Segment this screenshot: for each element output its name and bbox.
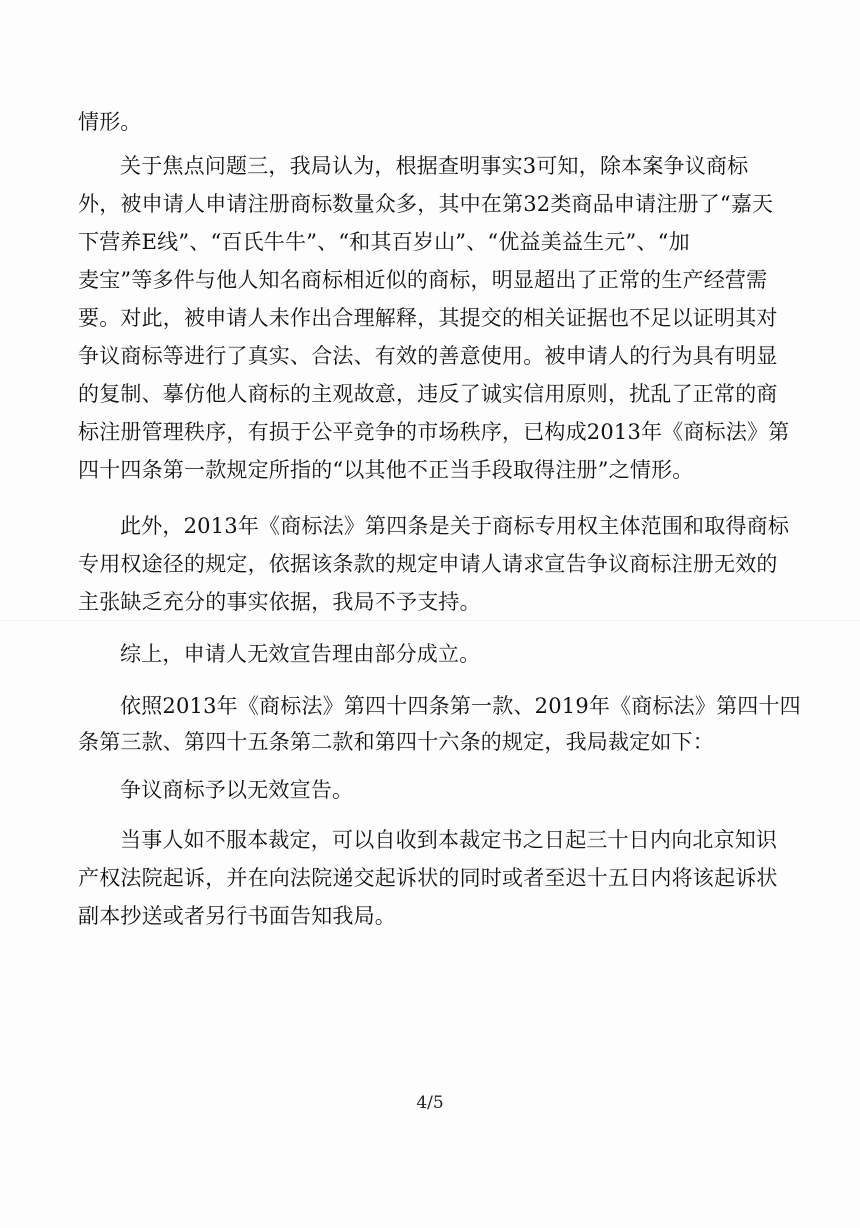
scan-artifact-line — [0, 620, 860, 621]
text-line-11: 此外，2013年《商标法》第四条是关于商标专用权主体范围和取得商标 — [120, 514, 790, 538]
text-line-5: 麦宝”等多件与他人知名商标相近似的商标，明显超出了正常的生产经营需 — [78, 268, 768, 292]
text-line-3: 外，被申请人申请注册商标数量众多，其中在第32类商品申请注册了“嘉天 — [78, 192, 774, 216]
text-line-10: 四十四条第一款规定所指的“以其他不正当手段取得注册”之情形。 — [78, 458, 694, 482]
text-line-1: 情形。 — [78, 110, 142, 134]
text-line-4: 下营养E线”、“百氏牛牛”、“和其百岁山”、“优益美益生元”、“加 — [78, 230, 690, 254]
text-line-9: 标注册管理秩序，有损于公平竞争的市场秩序，已构成2013年《商标法》第 — [78, 420, 790, 444]
text-line-19: 产权法院起诉，并在向法院递交起诉状的同时或者至迟十五日内将该起诉状 — [78, 866, 778, 890]
text-line-18: 当事人如不服本裁定，可以自收到本裁定书之日起三十日内向北京知识 — [120, 828, 778, 852]
text-line-2: 关于焦点问题三，我局认为，根据查明事实3可知，除本案争议商标 — [120, 154, 749, 178]
text-line-15: 依照2013年《商标法》第四十四条第一款、2019年《商标法》第四十四 — [120, 694, 801, 718]
text-line-8: 的复制、摹仿他人商标的主观故意，违反了诚实信用原则，扰乱了正常的商 — [78, 382, 778, 406]
text-line-12: 专用权途径的规定，依据该条款的规定申请人请求宣告争议商标注册无效的 — [78, 552, 778, 576]
text-line-20: 副本抄送或者另行书面告知我局。 — [78, 904, 396, 928]
text-line-13: 主张缺乏充分的事实依据，我局不予支持。 — [78, 590, 481, 614]
text-line-6: 要。对此，被申请人未作出合理解释，其提交的相关证据也不足以证明其对 — [78, 306, 778, 330]
text-line-7: 争议商标等进行了真实、合法、有效的善意使用。被申请人的行为具有明显 — [78, 344, 778, 368]
page-number: 4/5 — [416, 1093, 444, 1113]
text-line-17: 争议商标予以无效宣告。 — [120, 778, 354, 802]
text-line-16: 条第三款、第四十五条第二款和第四十六条的规定，我局裁定如下： — [78, 730, 714, 754]
text-line-14: 综上，申请人无效宣告理由部分成立。 — [120, 642, 481, 666]
